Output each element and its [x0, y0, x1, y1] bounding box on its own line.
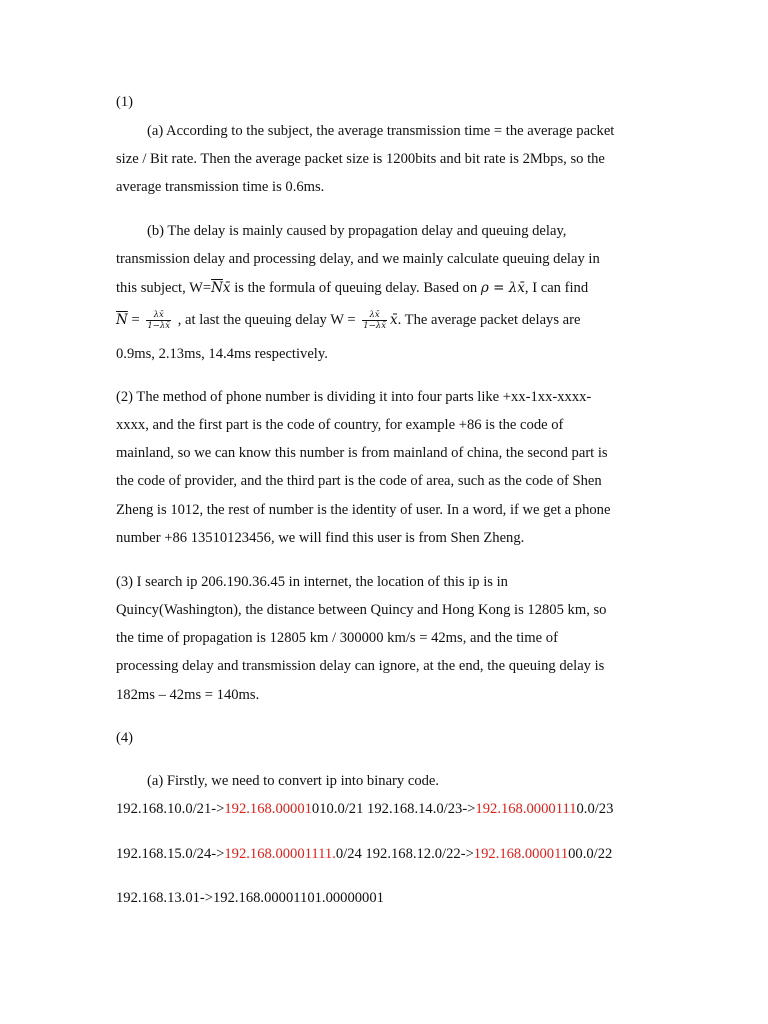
paragraph-2-line: Zheng is 1012, the rest of number is the identity of user. In a word, if we get a phone [116, 502, 611, 518]
paragraph-1b-line: 0.9ms, 2.13ms, 14.4ms respectively. [116, 346, 328, 362]
paragraph-2-line: xxxx, and the first part is the code of country, for example +86 is the code of [116, 417, 564, 433]
ip-highlight: 192.168.00001111. [224, 846, 336, 862]
ip-binary-line [116, 845, 612, 863]
paragraph-3-line: the time of propagation is 12805 km / 300000 km/s = 42ms, and the time of [116, 630, 558, 646]
fraction-denominator: 1−λx̄ [363, 321, 386, 331]
ip-text: 0.0/23 [576, 801, 614, 817]
paragraph-3-line: Quincy(Washington), the distance between Quincy and Hong Kong is 12805 km, so [116, 602, 607, 618]
ip-text: 192.168.15.0/24-> [116, 846, 225, 862]
ip-highlight: 192.168.000011 [473, 846, 569, 862]
ip-highlight: 192.168.0000111 [475, 801, 577, 817]
paragraph-1a-line: average transmission time is 0.6ms. [116, 179, 325, 195]
fraction-numerator: λx̄ [362, 310, 387, 321]
section-4-heading: (4) [116, 730, 134, 746]
text-run: = [127, 311, 144, 328]
paragraph-2-line: number +86 13510123456, we will find this user is from Shen Zheng. [116, 530, 525, 546]
ip-text: 192.168.10.0/21-> [116, 801, 225, 817]
text-run: . The average packet delays are [397, 311, 581, 328]
ip-text: 010.0/21 192.168.14.0/23-> [311, 801, 476, 817]
x-bar-symbol: x̄ [222, 280, 231, 296]
paragraph-1a-line: (a) According to the subject, the average transmission time = the average packet [147, 123, 615, 139]
paragraph-3-line: (3) I search ip 206.190.36.45 in internet, the location of this ip is in [116, 574, 508, 590]
paragraph-3-line: processing delay and transmission delay can ignore, at the end, the queuing delay is [116, 658, 605, 674]
n-bar-symbol: $\overline{N}$ [211, 280, 223, 296]
paragraph-1a-line: size / Bit rate. Then the average packet size is 1200bits and bit rate is 2Mbps, so the [116, 151, 605, 167]
fraction-numerator: λx̄ [146, 310, 171, 321]
n-bar-symbol: $\overline{N}$ [116, 311, 128, 328]
paragraph-4a-line: (a) Firstly, we need to convert ip into binary code. [147, 773, 440, 789]
paragraph-2-line: (2) The method of phone number is dividing it into four parts like +xx-1xx-xxxx- [116, 389, 592, 405]
rho-formula: ρ = λx̄ [480, 280, 525, 296]
ip-highlight: 192.168.00001 [224, 801, 312, 817]
ip-text: 00.0/22 [568, 846, 613, 862]
text-run: , at last the queuing delay W = [174, 311, 360, 328]
text-run: , I can find [524, 280, 589, 296]
paragraph-2-line: the code of provider, and the third part is the code of area, such as the code of Shen [116, 473, 602, 489]
paragraph-1b-formula-line [116, 279, 588, 297]
paragraph-2-line: mainland, so we can know this number is from mainland of china, the second part is [116, 445, 608, 461]
ip-binary-line: 192.168.13.01->192.168.00001101.00000001 [116, 890, 384, 906]
ip-text: 0/24 192.168.12.0/22-> [335, 846, 474, 862]
section-1-heading: (1) [116, 94, 134, 110]
ip-binary-line [116, 800, 613, 818]
fraction [146, 310, 171, 331]
paragraph-1b-formula-line [116, 310, 580, 331]
fraction [362, 310, 387, 331]
paragraph-1b-line: (b) The delay is mainly caused by propagation delay and queuing delay, [147, 223, 567, 239]
x-bar-symbol: x̄ [390, 311, 398, 328]
paragraph-1b-line: transmission delay and processing delay, and we mainly calculate queuing delay in [116, 251, 600, 267]
text-run: is the formula of queuing delay. Based on [230, 280, 481, 296]
text-run: this subject, W= [116, 280, 212, 296]
paragraph-3-line: 182ms – 42ms = 140ms. [116, 687, 260, 703]
fraction-denominator: 1−λx̄ [147, 321, 171, 331]
